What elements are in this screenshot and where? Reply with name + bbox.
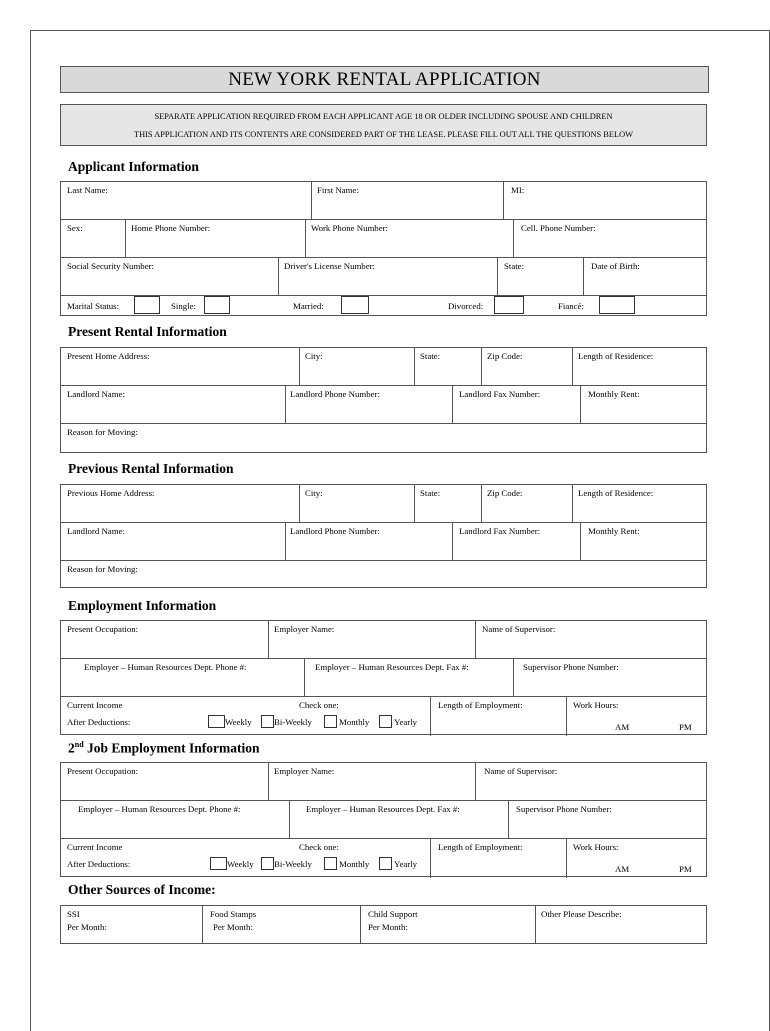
monthly-label: Monthly: [339, 717, 370, 727]
biweekly-checkbox[interactable]: [261, 715, 274, 728]
ssi-label: SSI: [67, 909, 80, 919]
present-landlord-field[interactable]: Landlord Name:: [67, 389, 125, 399]
previous-landlord-fax-field[interactable]: Landlord Fax Number:: [459, 526, 541, 536]
supervisor-field[interactable]: Name of Supervisor:: [482, 624, 556, 634]
married-label: Married:: [293, 301, 324, 311]
weekly2-checkbox[interactable]: [210, 857, 227, 870]
single-label: Single:: [171, 301, 196, 311]
other-income-heading: Other Sources of Income:: [68, 882, 216, 897]
pm2-label: PM: [679, 864, 692, 874]
employer-field[interactable]: Employer Name:: [274, 624, 335, 634]
marital-status-box[interactable]: [134, 296, 160, 314]
hr2-phone-field[interactable]: Employer – Human Resources Dept. Phone #:: [78, 804, 241, 814]
income-label: Current Income: [67, 700, 123, 710]
previous-rental-heading: Previous Rental Information: [68, 461, 234, 476]
present-rental-heading: Present Rental Information: [68, 324, 227, 339]
previous-address-field[interactable]: Previous Home Address:: [67, 488, 155, 498]
am2-label: AM: [615, 864, 630, 874]
notice-box: [60, 104, 707, 146]
previous-length-field[interactable]: Length of Residence:: [578, 488, 654, 498]
present-landlord-phone-field[interactable]: Landlord Phone Number:: [290, 389, 380, 399]
state-field[interactable]: State:: [504, 261, 525, 271]
single-checkbox[interactable]: [204, 296, 230, 314]
employment-section: [60, 620, 707, 735]
yearly-checkbox[interactable]: [379, 715, 392, 728]
present-reason-field[interactable]: Reason for Moving:: [67, 427, 138, 437]
occupation-field[interactable]: Present Occupation:: [67, 624, 139, 634]
work-hours-field[interactable]: Work Hours:: [573, 700, 619, 710]
present-rent-field[interactable]: Monthly Rent:: [588, 389, 640, 399]
pm-label: PM: [679, 722, 692, 732]
divorced-label: Divorced:: [448, 301, 484, 311]
monthly2-label: Monthly: [339, 859, 370, 869]
employment-heading: Employment Information: [68, 598, 217, 613]
first-name-field[interactable]: First Name:: [317, 185, 359, 195]
am-label: AM: [615, 722, 630, 732]
previous-rental-section: [60, 484, 707, 588]
present-landlord-fax-field[interactable]: Landlord Fax Number:: [459, 389, 541, 399]
yearly2-checkbox[interactable]: [379, 857, 392, 870]
fiance-checkbox[interactable]: [599, 296, 635, 314]
present-state-field[interactable]: State:: [420, 351, 441, 361]
employment2-length-field[interactable]: Length of Employment:: [438, 842, 523, 852]
notice-line-2: THIS APPLICATION AND ITS CONTENTS ARE CONSIDERED PART OF THE LEASE. PLEASE FILL OUT ALL THE QUESTIONS BELOW: [133, 130, 634, 139]
divorced-checkbox[interactable]: [494, 296, 524, 314]
present-zip-field[interactable]: Zip Code:: [487, 351, 523, 361]
biweekly2-label: Bi-Weekly: [274, 859, 312, 869]
applicant-heading: Applicant Information: [68, 159, 199, 174]
yearly-label: Yearly: [394, 717, 418, 727]
previous-landlord-phone-field[interactable]: Landlord Phone Number:: [290, 526, 380, 536]
employer2-field[interactable]: Employer Name:: [274, 766, 335, 776]
check-one-label: Check one:: [299, 700, 339, 710]
work-phone-field[interactable]: Work Phone Number:: [311, 223, 388, 233]
other-income-field[interactable]: Other Please Describe:: [541, 909, 622, 919]
previous-landlord-field[interactable]: Landlord Name:: [67, 526, 125, 536]
income2-label: Current Income: [67, 842, 123, 852]
child-support-field[interactable]: Per Month:: [368, 922, 408, 932]
occupation2-field[interactable]: Present Occupation:: [67, 766, 139, 776]
hr2-fax-field[interactable]: Employer – Human Resources Dept. Fax #:: [306, 804, 460, 814]
monthly-checkbox[interactable]: [324, 715, 337, 728]
fiance-label: Fiancé:: [558, 301, 584, 311]
check-one2-label: Check one:: [299, 842, 339, 852]
previous-rent-field[interactable]: Monthly Rent:: [588, 526, 640, 536]
ssn-field[interactable]: Social Security Number:: [67, 261, 154, 271]
cell-phone-field[interactable]: Cell. Phone Number:: [521, 223, 596, 233]
biweekly2-checkbox[interactable]: [261, 857, 274, 870]
page-title: NEW YORK RENTAL APPLICATION: [60, 66, 709, 93]
marital-status-label: Marital Status:: [67, 301, 120, 311]
supervisor2-phone-field[interactable]: Supervisor Phone Number:: [516, 804, 612, 814]
last-name-field[interactable]: Last Name:: [67, 185, 108, 195]
notice-line-1: SEPARATE APPLICATION REQUIRED FROM EACH APPLICANT AGE 18 OR OLDER INCLUDING SPOUSE AND CHILDREN: [154, 112, 613, 121]
license-field[interactable]: Driver's License Number:: [284, 261, 375, 271]
after2-deductions-field[interactable]: After Deductions:: [67, 859, 131, 869]
other-income-section: [60, 905, 707, 944]
present-length-field[interactable]: Length of Residence:: [578, 351, 654, 361]
present-rental-section: [60, 347, 707, 453]
previous-reason-field[interactable]: Reason for Moving:: [67, 564, 138, 574]
hr-phone-field[interactable]: Employer – Human Resources Dept. Phone #:: [84, 662, 247, 672]
yearly2-label: Yearly: [394, 859, 418, 869]
home-phone-field[interactable]: Home Phone Number:: [131, 223, 211, 233]
hr-fax-field[interactable]: Employer – Human Resources Dept. Fax #:: [315, 662, 469, 672]
present-city-field[interactable]: City:: [305, 351, 323, 361]
married-checkbox[interactable]: [341, 296, 369, 314]
present-address-field[interactable]: Present Home Address:: [67, 351, 150, 361]
applicant-section: [60, 181, 707, 316]
monthly2-checkbox[interactable]: [324, 857, 337, 870]
weekly-label: Weekly: [225, 717, 252, 727]
previous-state-field[interactable]: State:: [420, 488, 441, 498]
mi-field[interactable]: MI:: [511, 185, 525, 195]
ssi-field[interactable]: Per Month:: [67, 922, 107, 932]
supervisor2-field[interactable]: Name of Supervisor:: [484, 766, 558, 776]
child-support-label: Child Support: [368, 909, 418, 919]
after-deductions-field[interactable]: After Deductions:: [67, 717, 131, 727]
work2-hours-field[interactable]: Work Hours:: [573, 842, 619, 852]
employment-length-field[interactable]: Length of Employment:: [438, 700, 523, 710]
employment2-heading: 2nd Job Employment Information: [68, 740, 260, 756]
food-stamps-field[interactable]: Per Month:: [213, 922, 253, 932]
weekly-checkbox[interactable]: [208, 715, 225, 728]
supervisor-phone-field[interactable]: Supervisor Phone Number:: [523, 662, 619, 672]
food-stamps-label: Food Stamps: [210, 909, 257, 919]
dob-field[interactable]: Date of Birth:: [591, 261, 640, 271]
previous-zip-field[interactable]: Zip Code:: [487, 488, 523, 498]
previous-city-field[interactable]: City:: [305, 488, 323, 498]
weekly2-label: Weekly: [227, 859, 254, 869]
sex-field[interactable]: Sex:: [67, 223, 83, 233]
biweekly-label: Bi-Weekly: [274, 717, 312, 727]
employment2-section: [60, 762, 707, 877]
